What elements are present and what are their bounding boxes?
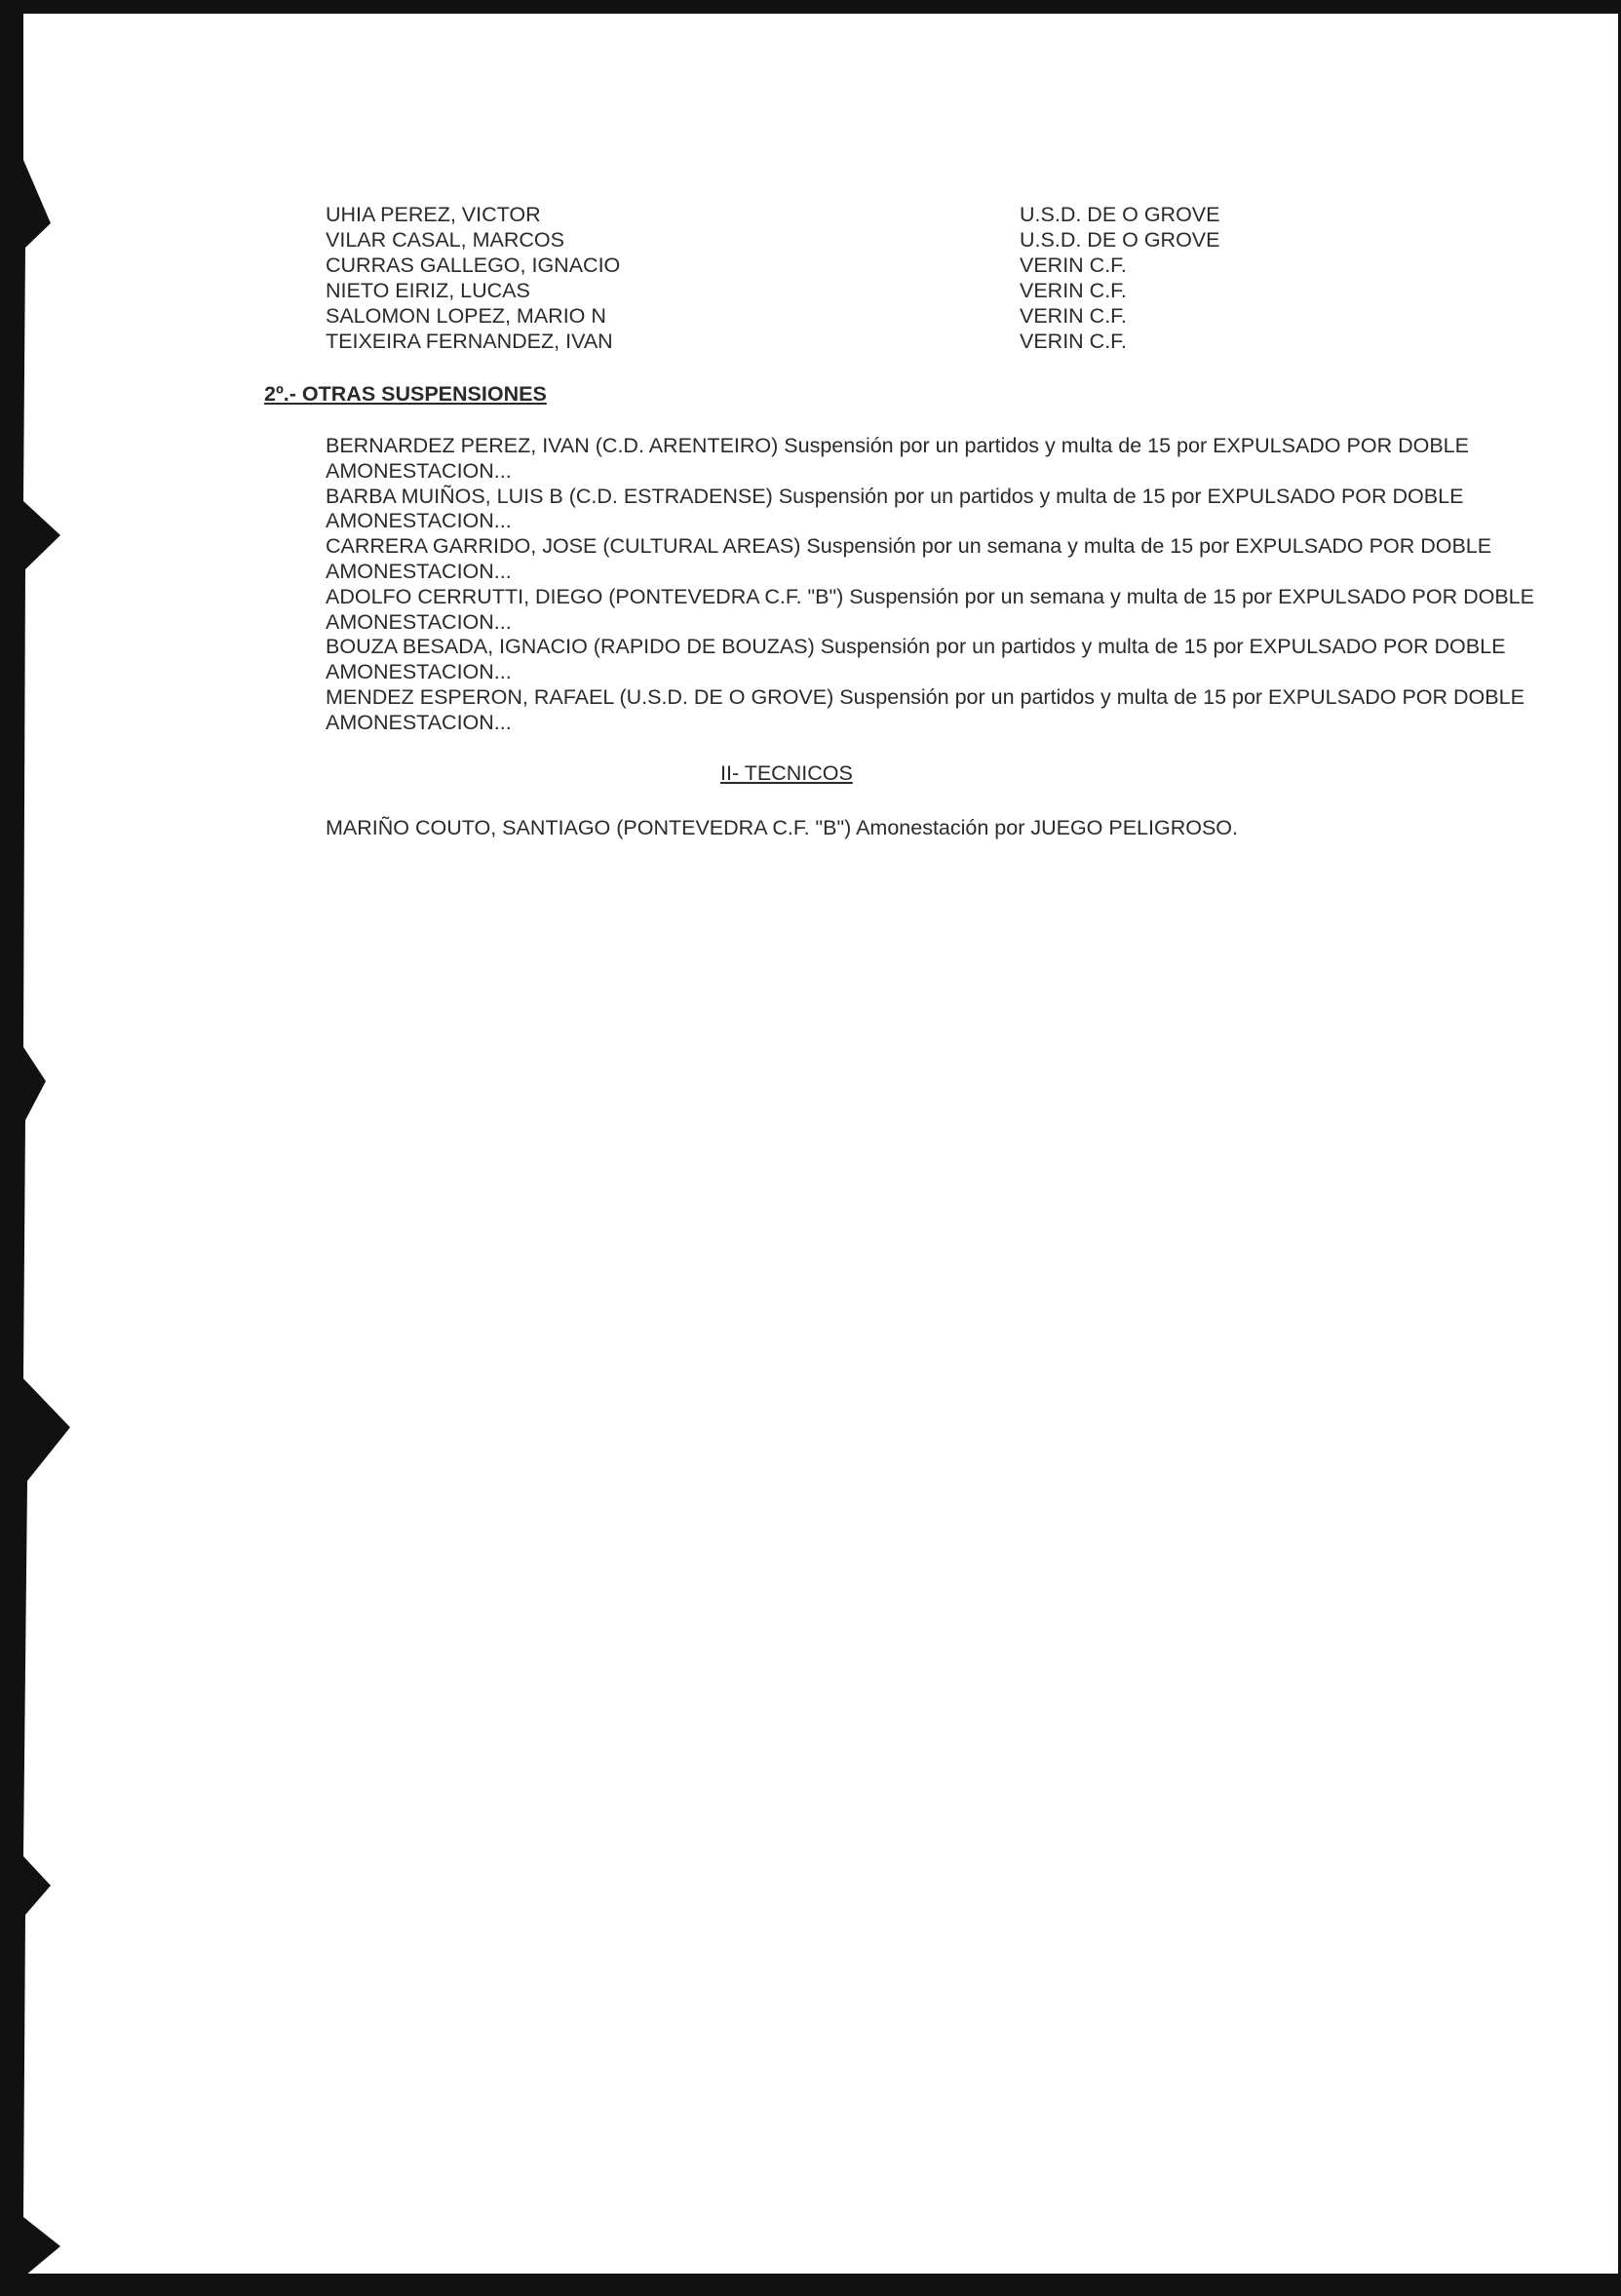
player-row	[326, 227, 1300, 253]
torn-left-edge	[12, 14, 80, 2296]
player-row	[326, 329, 1300, 354]
suspension-entry: BERNARDEZ PEREZ, IVAN (C.D. ARENTEIRO) Suspensión por un partidos y multa de 15 por EXPULSADO POR DOBLE AMONESTACION...	[326, 434, 1469, 483]
player-club: VERIN C.F.	[1020, 330, 1127, 353]
player-row	[326, 253, 1300, 278]
player-name: CURRAS GALLEGO, IGNACIO	[326, 253, 621, 277]
suspension-list	[326, 434, 1534, 736]
player-name: VILAR CASAL, MARCOS	[326, 228, 564, 252]
player-row	[326, 202, 1300, 227]
player-club: VERIN C.F.	[1020, 279, 1127, 302]
player-club: VERIN C.F.	[1020, 253, 1127, 277]
tecnicos-list	[326, 815, 1534, 840]
suspension-entry: ADOLFO CERRUTTI, DIEGO (PONTEVEDRA C.F. "B") Suspensión por un semana y multa de 15 por EXPULSADO POR DOBLE AMONESTACION...	[326, 584, 1534, 634]
player-list	[326, 202, 1300, 354]
tecnicos-heading: II- TECNICOS	[720, 761, 853, 785]
player-name: TEIXEIRA FERNANDEZ, IVAN	[326, 330, 613, 353]
player-club: U.S.D. DE O GROVE	[1020, 228, 1220, 252]
suspension-entry: BOUZA BESADA, IGNACIO (RAPIDO DE BOUZAS) Suspensión por un partidos y multa de 15 por EXPULSADO POR DOBLE AMONESTACION...	[326, 635, 1506, 684]
tecnico-entry: MARIÑO COUTO, SANTIAGO (PONTEVEDRA C.F. "B") Amonestación por JUEGO PELIGROSO.	[326, 816, 1238, 839]
player-club: U.S.D. DE O GROVE	[1020, 203, 1220, 226]
player-name: SALOMON LOPEZ, MARIO N	[326, 304, 606, 328]
document-page	[12, 14, 1618, 2274]
player-row	[326, 278, 1300, 303]
suspension-entry: MENDEZ ESPERON, RAFAEL (U.S.D. DE O GROVE) Suspensión por un partidos y multa de 15 por EXPULSADO POR DOBLE AMONESTACION...	[326, 684, 1525, 734]
player-club: VERIN C.F.	[1020, 304, 1127, 328]
suspension-entry: CARRERA GARRIDO, JOSE (CULTURAL AREAS) Suspensión por un semana y multa de 15 por EXPULSADO POR DOBLE AMONESTACION...	[326, 534, 1492, 583]
otras-suspensiones-heading: 2º.- OTRAS SUSPENSIONES	[264, 382, 547, 406]
player-name: NIETO EIRIZ, LUCAS	[326, 279, 530, 302]
suspension-entry: BARBA MUIÑOS, LUIS B (C.D. ESTRADENSE) Suspensión por un partidos y multa de 15 por EXPULSADO POR DOBLE AMONESTACION...	[326, 484, 1464, 533]
player-name: UHIA PEREZ, VICTOR	[326, 203, 541, 226]
player-row	[326, 303, 1300, 329]
